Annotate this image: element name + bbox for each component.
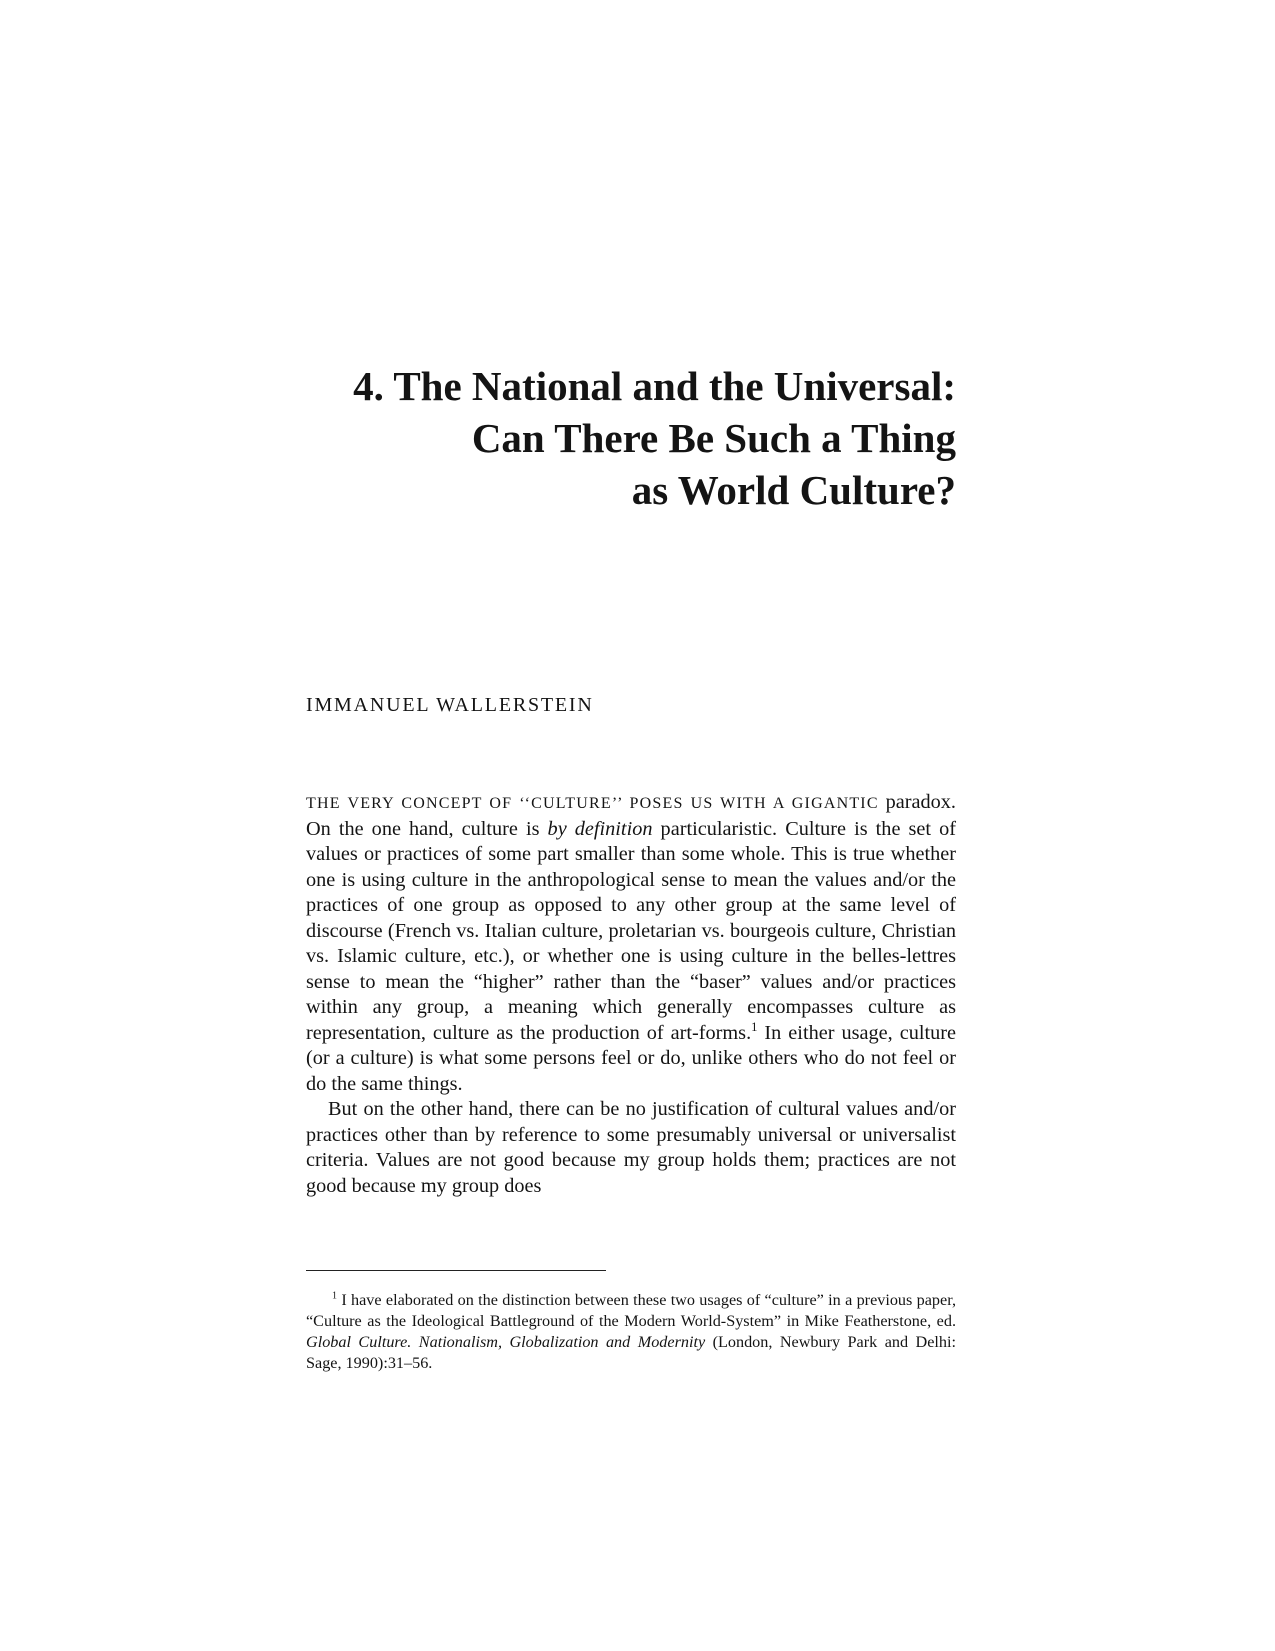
footnote-number: 1 [332,1290,338,1302]
paragraph-1 [306,790,956,1097]
footnote-divider [306,1270,606,1271]
paragraph-1-text-c: In either usage, culture (or a culture) is what some persons feel or do, unlike others who do not feel or do the same things. [306,1021,956,1095]
chapter-title-line-1: 4. The National and the Universal: [353,363,956,409]
paragraph-1-emphasis: by definition [547,817,653,840]
footnote-1 [306,1290,956,1374]
body-text [306,790,956,1199]
chapter-title-line-3: as World Culture? [631,467,956,513]
footnote-book-title: Global Culture. Nationalism, Globalization and Modernity [306,1333,706,1351]
chapter-title [300,360,956,516]
lead-in-small-caps: THE VERY CONCEPT OF ‘‘CULTURE’’ POSES US WITH A GIGANTIC [306,795,879,812]
author-name: IMMANUEL WALLERSTEIN [306,694,594,716]
paragraph-1-text-a: paradox. On the one hand, culture is [306,791,956,840]
footnote-reference[interactable]: 1 [751,1019,758,1034]
paragraph-2: But on the other hand, there can be no justification of cultural values and/or practices other than by reference to some presumably universal or universalist criteria. Values are not good because my group holds them; practices are not good because my group does [306,1098,956,1197]
chapter-title-line-2: Can There Be Such a Thing [471,415,956,461]
footnote-text-b: (London, Newbury Park and Delhi: Sage, 1990):31–56. [306,1333,956,1372]
paragraph-1-text-b: particularistic. Culture is the set of values or practices of some part smaller than some whole. This is true whether one is using culture in the anthropological sense to mean the values and/or the practices of one group as opposed to any other group at the same level of discourse (French vs. Italian culture, proletarian vs. bourgeois culture, Christian vs. Islamic culture, etc.), or whether one is using culture in the belles-lettres sense to mean the “higher” rather than the “baser” values and/or practices within any group, a meaning which generally encompasses culture as representation, culture as the production of art-forms. [306,817,956,1044]
footnote-text-a: I have elaborated on the distinction between these two usages of “culture” in a previous paper, “Culture as the Ideological Battleground of the Modern World-System” in Mike Featherstone, ed. [306,1291,956,1330]
